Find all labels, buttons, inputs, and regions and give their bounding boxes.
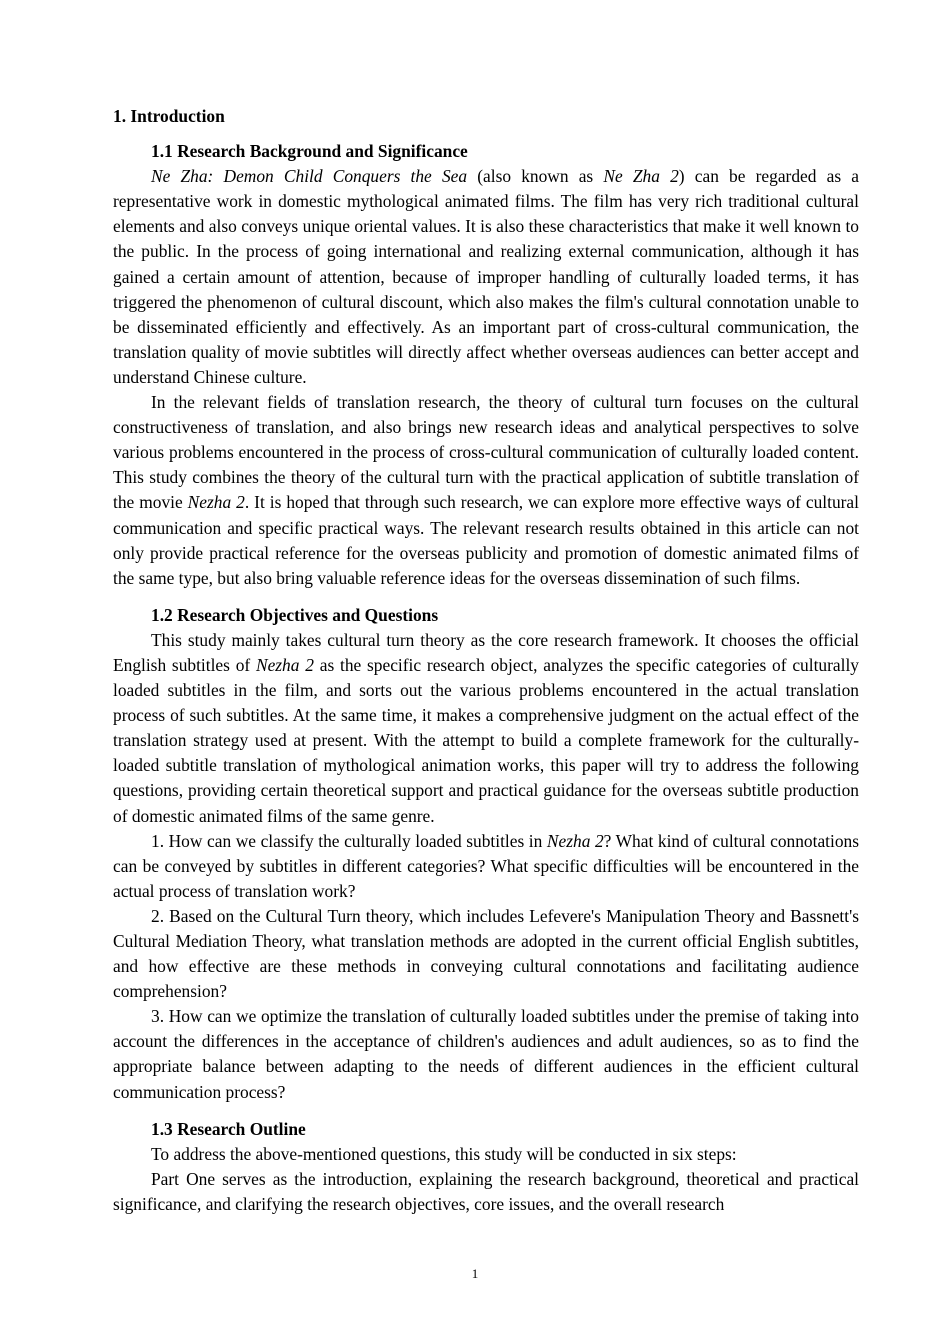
research-question-2: 2. Based on the Cultural Turn theory, which includes Lefevere's Manipulation Theory and Bassnett's Cultural Mediation Theory, what translation methods are adopted in the current official English subtitles, and how effective are these methods in conveying cultural connotations and facilitating audience comprehension? (113, 905, 859, 1002)
film-title-short: Nezha 2 (187, 492, 245, 513)
paragraph-outline-2: Part One serves as the introduction, explaining the research background, theoretical and practical significance, and clarifying the research objectives, core issues, and the overall research (113, 1168, 859, 1214)
section-heading-introduction: 1. Introduction (113, 106, 225, 126)
film-title-short: Nezha 2 (255, 654, 314, 675)
film-title-short: Ne Zha 2 (603, 166, 679, 187)
paragraph-outline-1: To address the above-mentioned questions, this study will be conducted in six steps: (151, 1143, 737, 1164)
paragraph-objectives: This study mainly takes cultural turn theory as the core research framework. It chooses the official English subtitles of Nezha 2 as the specific research object, analyzes the specific categories of culturally loaded subtitles in the film, and sorts out the various problems encountered in the actual translation process of such subtitles. At the same time, it makes a comprehensive judgment on the actual effect of the translation strategy used at present. With the attempt to build a complete framework for the culturally-loaded subtitle translation of mythological animation works, this paper will try to address the following questions, providing certain theoretical support and practical guidance for the overseas subtitle production of domestic animated films of the same genre. (113, 629, 859, 826)
paragraph-background-1: Ne Zha: Demon Child Conquers the Sea (also known as Ne Zha 2) can be regarded as a representative work in domestic mythological animated films. The film has very rich traditional cultural elements and also conveys unique oriental values. It is also these characteristics that make it well known to the public. In the process of going international and realizing external communication, although it has gained a certain amount of attention, because of improper handling of culturally loaded terms, it has triggered the phenomenon of cultural discount, which also makes the film's cultural connotation unable to be disseminated efficiently and effectively. As an important part of cross-cultural communication, the translation quality of movie subtitles will directly affect whether overseas audiences can better accept and understand Chinese culture. (113, 166, 860, 387)
film-title-short: Nezha 2 (546, 830, 604, 851)
film-title: Ne Zha: Demon Child Conquers the Sea (151, 166, 468, 187)
research-question-3: 3. How can we optimize the translation of culturally loaded subtitles under the premise of taking into account the differences in the acceptance of children's audiences and adult audiences, so as to find the appropriate balance between adapting to the needs of different audiences in the efficient cultural communication process? (113, 1006, 859, 1102)
paragraph-background-2: In the relevant fields of translation research, the theory of cultural turn focuses on the cultural constructiveness of translation, and also brings new research ideas and analytical perspectives to solve various problems encountered in the process of cross-cultural communication of culturally loaded content. This study combines the theory of the cultural turn with the practical application of subtitle translation of the movie Nezha 2. It is hoped that through such research, we can explore more effective ways of cultural communication and specific practical ways. The relevant research results obtained in this article can not only provide practical reference for the overseas publicity and promotion of domestic animated films of the same type, but also bring valuable reference ideas for the overseas dissemination of such films. (113, 392, 859, 588)
subsection-heading-outline: 1.3 Research Outline (151, 1118, 306, 1139)
page-number: 1 (471, 1266, 479, 1281)
document-page (113, 104, 859, 1217)
research-question-1: 1. How can we classify the culturally loaded subtitles in Nezha 2? What kind of cultural connotations can be conveyed by subtitles in different categories? What specific difficulties will be encountered in the actual process of translation work? (113, 830, 859, 901)
subsection-heading-background: 1.1 Research Background and Significance (151, 141, 468, 162)
subsection-heading-objectives: 1.2 Research Objectives and Questions (151, 604, 439, 625)
